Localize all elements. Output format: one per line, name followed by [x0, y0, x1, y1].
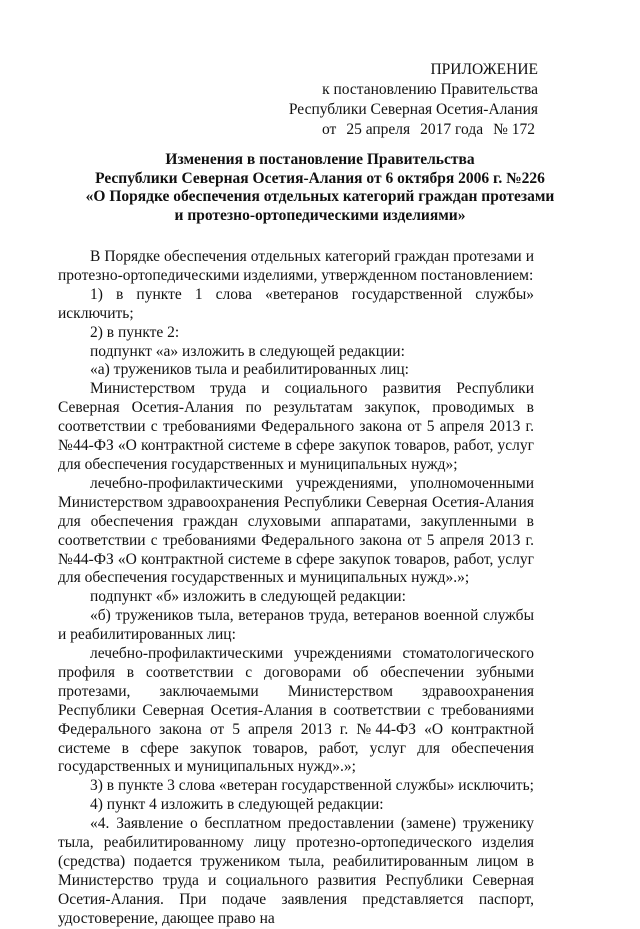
appendix-date: 25 апреля: [346, 121, 411, 138]
appendix-line-2: Республики Северная Осетия-Алания: [288, 101, 538, 118]
document-title: [60, 151, 580, 225]
sub-b-intro: подпункт «б» изложить в следующей редакции:: [90, 588, 406, 606]
sub-a-paragraph-2: лечебно-профилактическими учреждениями, уполномоченными Министерством здравоохранения Республики Северная Осетия-Алания для обеспечения граждан слуховыми аппаратами, закупленными в соответствии с требованиями Федерального закона от 5 апреля 2013 г. №44-ФЗ «О контрактной системе в сфере закупок товаров, работ, услуг для обеспечения государственных и муниципальных нужд».»;: [58, 474, 534, 587]
item-3: 3) в пункте 3 слова «ветеран государственной службы» исключить;: [90, 777, 534, 795]
intro-paragraph: В Порядке обеспечения отдельных категорий граждан протезами и протезно-ортопедическими изделиями, утвержденном постановлением:: [58, 248, 534, 284]
title-line-2: Республики Северная Осетия-Алания от 6 октября 2006 г. №226: [95, 169, 545, 187]
appendix-number: № 172: [493, 121, 536, 138]
item-2: 2) в пункте 2:: [90, 323, 180, 341]
title-line-1: Изменения в постановление Правительства: [165, 151, 475, 168]
title-line-3: «О Порядке обеспечения отдельных категорий граждан протезами: [85, 188, 555, 205]
item-4: 4) пункт 4 изложить в следующей редакции:: [90, 796, 384, 814]
item-1: 1) в пункте 1 слова «ветеранов государственной службы» исключить;: [58, 285, 534, 322]
title-line-4: и протезно-ортопедическими изделиями»: [174, 206, 466, 224]
sub-b-quote: «б) тружеников тыла, ветеранов труда, ветеранов военной службы и реабилитированных лиц:: [58, 607, 534, 644]
appendix-title: ПРИЛОЖЕНИЕ: [430, 61, 538, 78]
appendix-date-prefix: от: [322, 121, 337, 138]
sub-a-intro: подпункт «а» изложить в следующей редакции:: [90, 342, 405, 360]
sub-a-quote: «а) тружеников тыла и реабилитированных лиц:: [90, 361, 409, 379]
appendix-line-1: к постановлению Правительства: [322, 81, 538, 98]
sub-b-paragraph-1: лечебно-профилактическими учреждениями стоматологического профиля в соответствии с договорами об обеспечении зубными протезами, заключаемыми Министерством здравоохранения Республики Северная Осетия-Алания в соответствии с требованиями Федерального закона от 5 апреля 2013 г. №44-ФЗ «О контрактной системе в сфере закупок товаров, работ, услуг для обеспечения государственных и муниципальных нужд».»;: [58, 645, 534, 776]
appendix-block: [238, 60, 538, 140]
appendix-year: 2017 года: [420, 121, 484, 138]
document-body: [58, 248, 534, 929]
sub-a-paragraph-1: Министерством труда и социального развития Республики Северная Осетия-Алания по результатам закупок, проводимых в соответствии с требованиями Федерального закона от 5 апреля 2013 г. №44-ФЗ «О контрактной системе в сфере закупок товаров, работ, услуг для обеспечения государственных и муниципальных нужд»;: [58, 380, 534, 473]
item-4-text: «4. Заявление о бесплатном предоставлении (замене) труженику тыла, реабилитированному лицу протезно-ортопедического изделия (средства) подается тружеником тыла, реабилитированным лицом в Министерство труда и социального развития Республики Северная Осетия-Алания. При подаче заявления представляется паспорт, удостоверение, дающее право на: [58, 815, 534, 927]
appendix-date-line: [238, 120, 538, 140]
